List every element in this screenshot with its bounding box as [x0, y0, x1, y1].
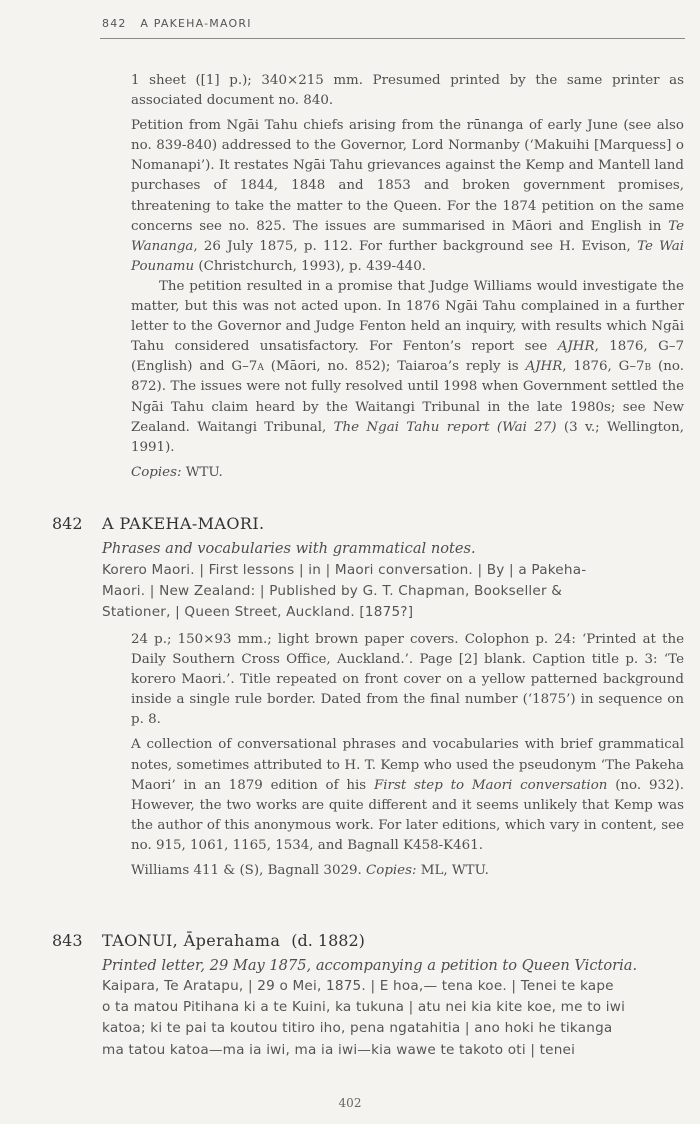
transcription-line: Stationer, | Queen Street, Auckland. [1875?] — [102, 604, 414, 621]
running-head-title: A PAKEHA-MAORI — [140, 17, 252, 30]
transcription-line: ma tatou katoa—ma ia iwi, ma ia iwi—kia wawe te takoto oti | tenei — [102, 1041, 576, 1058]
header-rule — [100, 38, 685, 39]
transcription-line: Kaipara, Te Aratapu, | 29 o Mei, 1875. | E hoa,— tena koe. | Tenei te kape — [102, 978, 614, 994]
entry-842-note: A collection of conversational phrases and vocabularies with brief grammatical notes, sometimes attributed to H. T. Kemp who used the pseudonym ‘The Pakeha Maori’ in an 1879 edition of his First step to Maori conversation (no. 932). However, the two works are quite different and it seems unlikely that Kemp was the author of this anonymous work. For later editions, which vary in content, see no. 915, 1061, 1165, 1534, and Bagnall K458-K461. — [131, 737, 685, 853]
transcription-line: katoa; ki te pai ta koutou titiro iho, pena ngatahitia | ano hoki he tikanga — [102, 1020, 613, 1037]
running-head-page-number: 842 — [102, 17, 127, 30]
entry-842-physical-description: 24 p.; 150×93 mm.; light brown paper covers. Colophon p. 24: ‘Printed at the Daily Southern Cross Office, Auckland.’. Page [2] blank. Caption title p. 3: ‘Te korero Maori.’. Title repeated on front cover on a yellow patterned background inside a single rule border. Dated from the final number (‘1875’) in sequence on p. 8. — [131, 632, 684, 728]
entry-843-author: TAONUI, Āperahama (d. 1882) — [102, 931, 365, 950]
entry-843-transcription — [102, 976, 686, 1061]
transcription-line: Korero Maori. | First lessons | in | Maori conversation. | By | a Pakeha- — [102, 562, 587, 578]
entry-842-subtitle: Phrases and vocabularies with grammatical notes. — [102, 540, 476, 557]
entry-842-references: Williams 411 & (S), Bagnall 3029. Copies: ML, WTU. — [131, 863, 489, 879]
entry-842-notes — [131, 630, 684, 881]
entry-843-subtitle: Printed letter, 29 May 1875, accompanying a petition to Queen Victoria. — [102, 957, 638, 974]
entry-841-physical-description: 1 sheet ([1] p.); 340×215 mm. Presumed printed by the same printer as associated document no. 840. — [131, 73, 684, 109]
transcription-line: o ta matou Pitihana ki a te Kuini, ka tukuna | atu nei kia kite koe, me to iwi — [102, 999, 626, 1016]
entry-842-title-transcription — [102, 560, 686, 624]
entry-843-dates: (d. 1882) — [291, 931, 365, 950]
entry-842-author: A PAKEHA-MAORI. — [102, 514, 265, 533]
transcription-line: Maori. | New Zealand: | Published by G. T. Chapman, Bookseller & — [102, 583, 563, 600]
running-head — [102, 17, 261, 30]
entry-841-note-2: The petition resulted in a promise that Judge Williams would investigate the matter, but this was not acted upon. In 1876 Ngāi Tahu complained in a further letter to the Governor and Judge Fenton held an inquiry, with results which Ngāi Tahu considered unsatisfactory. For Fenton’s report see AJHR, 1876, G–7 (English) and G–7a (Māori, no. 852); Taiaroa’s reply is AJHR, 1876, G–7b (no. 872). The issues were not fully resolved until 1998 when Government settled the Ngāi Tahu claim heard by the Waitangi Tribunal in the late 1980s; see New Zealand. Waitangi Tribunal, The Ngai Tahu report (Wai 27) (3 v.; Wellington, 1991). — [131, 278, 684, 455]
entry-843-number: 843 — [52, 931, 83, 950]
entry-841-continuation — [131, 71, 684, 483]
entry-841-copies: Copies: WTU. — [131, 464, 223, 480]
entry-842-number: 842 — [52, 514, 83, 533]
entry-841-note-1: Petition from Ngāi Tahu chiefs arising from the rūnanga of early June (see also no. 839-840) addressed to the Governor, Lord Normanby (‘Makuihi [Marquess] o Nomanapi’). It restates Ngāi Tahu grievances against the Kemp and Mantell land purchases of 1844, 1848 and 1853 and broken government promises, threatening to take the matter to the Queen. For the 1874 petition on the same concerns see no. 825. The issues are summarised in Māori and English in Te Wananga, 26 July 1875, p. 112. For further background see H. Evison, Te Wai Pounamu (Christchurch, 1993), p. 439-440. — [131, 118, 685, 274]
page-number: 402 — [338, 1096, 362, 1110]
